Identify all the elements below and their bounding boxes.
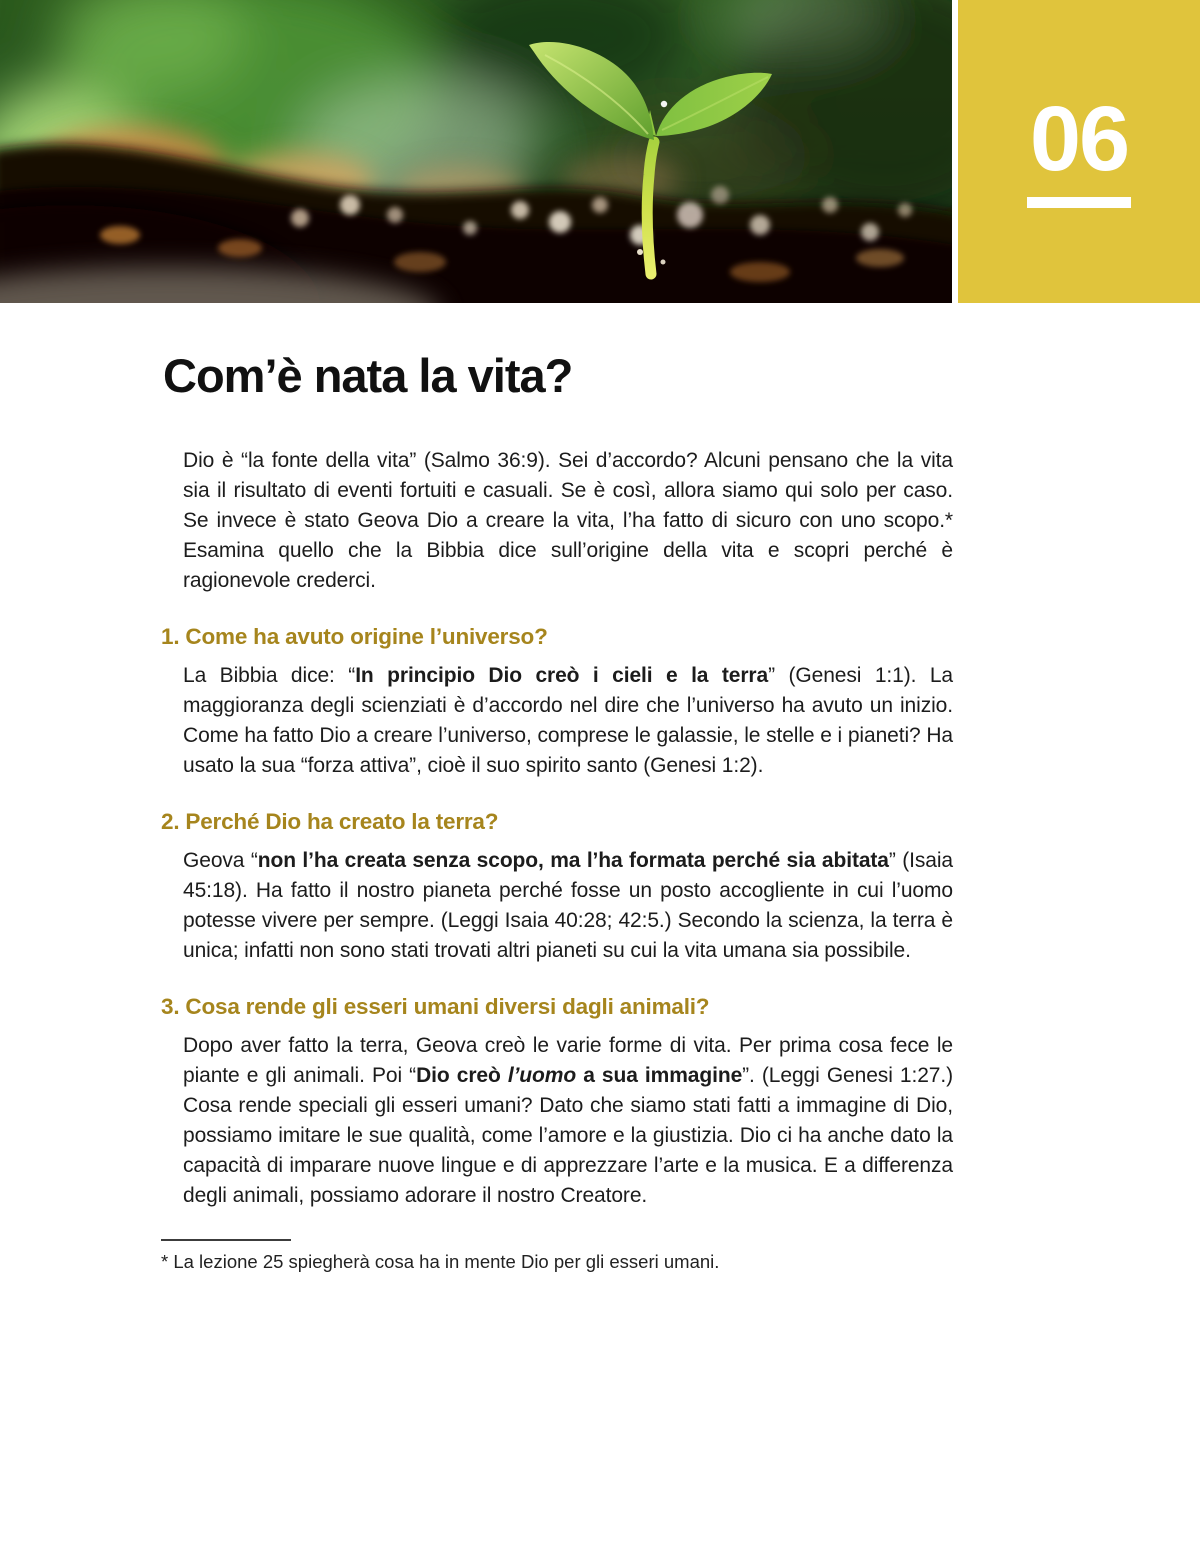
chapter-badge xyxy=(958,0,1200,303)
footnote-divider xyxy=(161,1239,291,1241)
question-3-paragraph: Dopo aver fatto la terra, Geova creò le varie forme di vita. Per prima cosa fece le piante e gli animali. Poi “Dio creò l’uomo a sua immagine”. (Leggi Genesi 1:27.) Cosa rende speciali gli esseri umani? Dato che siamo stati fatti a immagine di Dio, possiamo imitare le sue qualità, come l’amore e la giustizia. Dio ci ha anche dato la capacità di imparare nuove lingue e di apprezzare l’arte e la musica. E a differenza degli animali, possiamo adorare il nostro Creatore. xyxy=(183,1034,953,1207)
hero-image xyxy=(0,0,952,303)
question-2-paragraph: Geova “non l’ha creata senza scopo, ma l’ha formata perché sia abitata” (Isaia 45:18). Ha fatto il nostro pianeta perché fosse un posto accogliente in cui l’uomo potesse vivere per sempre. (Leggi Isaia 40:28; 42:5.) Secondo la scienza, la terra è unica; infatti non sono stati trovati altri pianeti su cui la vita umana sia possibile. xyxy=(183,849,953,962)
page-title: Com’è nata la vita? xyxy=(163,349,573,402)
intro-paragraph: Dio è “la fonte della vita” (Salmo 36:9). Sei d’accordo? Alcuni pensano che la vita sia il risultato di eventi fortuiti e casuali. Se è così, allora siamo qui solo per caso. Se invece è stato Geova Dio a creare la vita, l’ha fatto di sicuro con uno scopo.* Esamina quello che la Bibbia dice sull’origine della vita e scopri perché è ragionevole crederci. xyxy=(183,449,953,592)
section-question-3 xyxy=(0,993,1200,1211)
footnote-area xyxy=(0,1239,1200,1274)
chapter-number-underline xyxy=(1027,197,1131,208)
question-1-paragraph: La Bibbia dice: “In principio Dio creò i cieli e la terra” (Genesi 1:1). La maggioranza degli scienziati è d’accordo nel dire che l’universo ha avuto un inizio. Come ha fatto Dio a creare l’universo, comprese le galassie, le stelle e i pianeti? Ha usato la sua “forza attiva”, cioè il suo spirito santo (Genesi 1:2). xyxy=(183,664,953,777)
chapter-number: 06 xyxy=(1029,88,1129,190)
footnote-text: * La lezione 25 spiegherà cosa ha in mente Dio per gli esseri umani. xyxy=(161,1251,720,1272)
question-2-heading: 2. Perché Dio ha creato la terra? xyxy=(161,809,499,834)
section-question-2 xyxy=(0,808,1200,966)
question-3-heading: 3. Cosa rende gli esseri umani diversi dagli animali? xyxy=(161,994,710,1019)
hero-header xyxy=(0,0,1200,303)
section-question-1 xyxy=(0,623,1200,781)
question-1-heading: 1. Come ha avuto origine l’universo? xyxy=(161,624,548,649)
article xyxy=(0,350,1200,1274)
seedling-photo-illustration xyxy=(0,0,952,303)
